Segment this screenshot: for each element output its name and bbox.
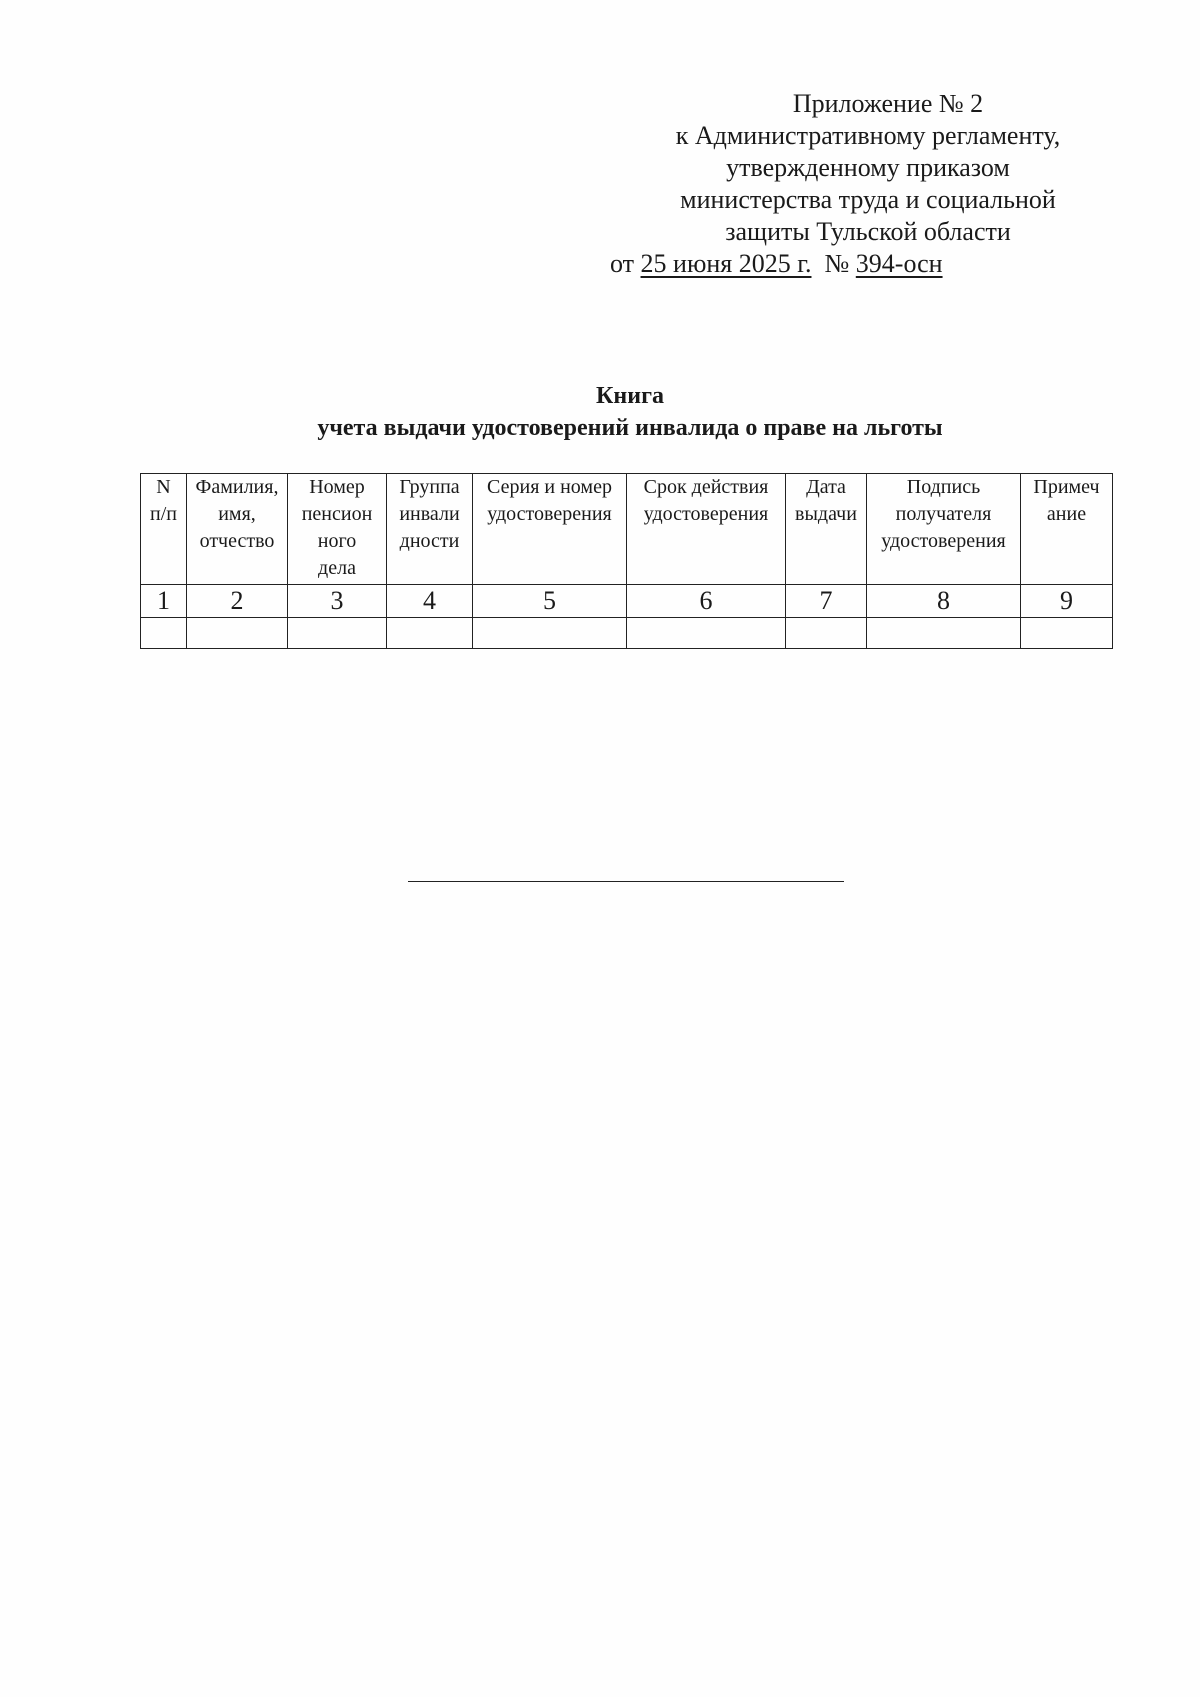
column-number: 7 <box>786 585 867 618</box>
column-number: 1 <box>141 585 187 618</box>
column-number: 3 <box>288 585 387 618</box>
title-line-1: Книга <box>596 383 664 409</box>
empty-cell <box>786 618 867 649</box>
empty-cell <box>473 618 627 649</box>
column-number: 8 <box>867 585 1021 618</box>
col-header-disability-group: Группа инвали дности <box>387 474 473 585</box>
col-header-certificate-series: Серия и номер удостоверения <box>473 474 627 585</box>
annex-block <box>610 88 1118 280</box>
column-number: 6 <box>627 585 786 618</box>
order-number: 394-осн <box>855 249 943 278</box>
col-header-pension-file: Номер пенсион ного дела <box>288 474 387 585</box>
annex-line-4: министерства труда и социальной <box>680 185 1056 214</box>
order-date: 25 июня 2025 г. <box>640 249 812 278</box>
annex-line-3: утвержденному приказом <box>726 153 1010 182</box>
empty-cell <box>141 618 187 649</box>
empty-cell <box>627 618 786 649</box>
empty-cell <box>288 618 387 649</box>
col-header-full-name: Фамилия, имя, отчество <box>187 474 288 585</box>
table-header-row <box>141 474 1113 585</box>
col-header-certificate-validity: Срок действия удостоверения <box>627 474 786 585</box>
col-header-issue-date: Дата выдачи <box>786 474 867 585</box>
table-row <box>141 618 1113 649</box>
column-number: 2 <box>187 585 288 618</box>
empty-cell <box>387 618 473 649</box>
empty-cell <box>187 618 288 649</box>
col-header-number: N п/п <box>141 474 187 585</box>
column-number: 5 <box>473 585 627 618</box>
order-prefix: от <box>610 249 635 278</box>
annex-line-2: к Административному регламенту, <box>675 121 1061 150</box>
title-line-2: учета выдачи удостоверений инвалида о праве на льготы <box>317 415 943 441</box>
column-number: 4 <box>387 585 473 618</box>
empty-cell <box>1021 618 1113 649</box>
col-header-recipient-signature: Подпись получателя удостоверения <box>867 474 1021 585</box>
annex-title: Приложение № 2 <box>792 89 984 118</box>
column-number: 9 <box>1021 585 1113 618</box>
document-title <box>140 380 1120 444</box>
closing-divider-line <box>408 881 844 882</box>
table-column-number-row <box>141 585 1113 618</box>
registry-table <box>140 473 1113 649</box>
col-header-note: Примеч ание <box>1021 474 1113 585</box>
annex-line-5: защиты Тульской области <box>725 217 1011 246</box>
order-number-prefix: № <box>824 249 850 278</box>
order-reference <box>610 248 1118 280</box>
empty-cell <box>867 618 1021 649</box>
